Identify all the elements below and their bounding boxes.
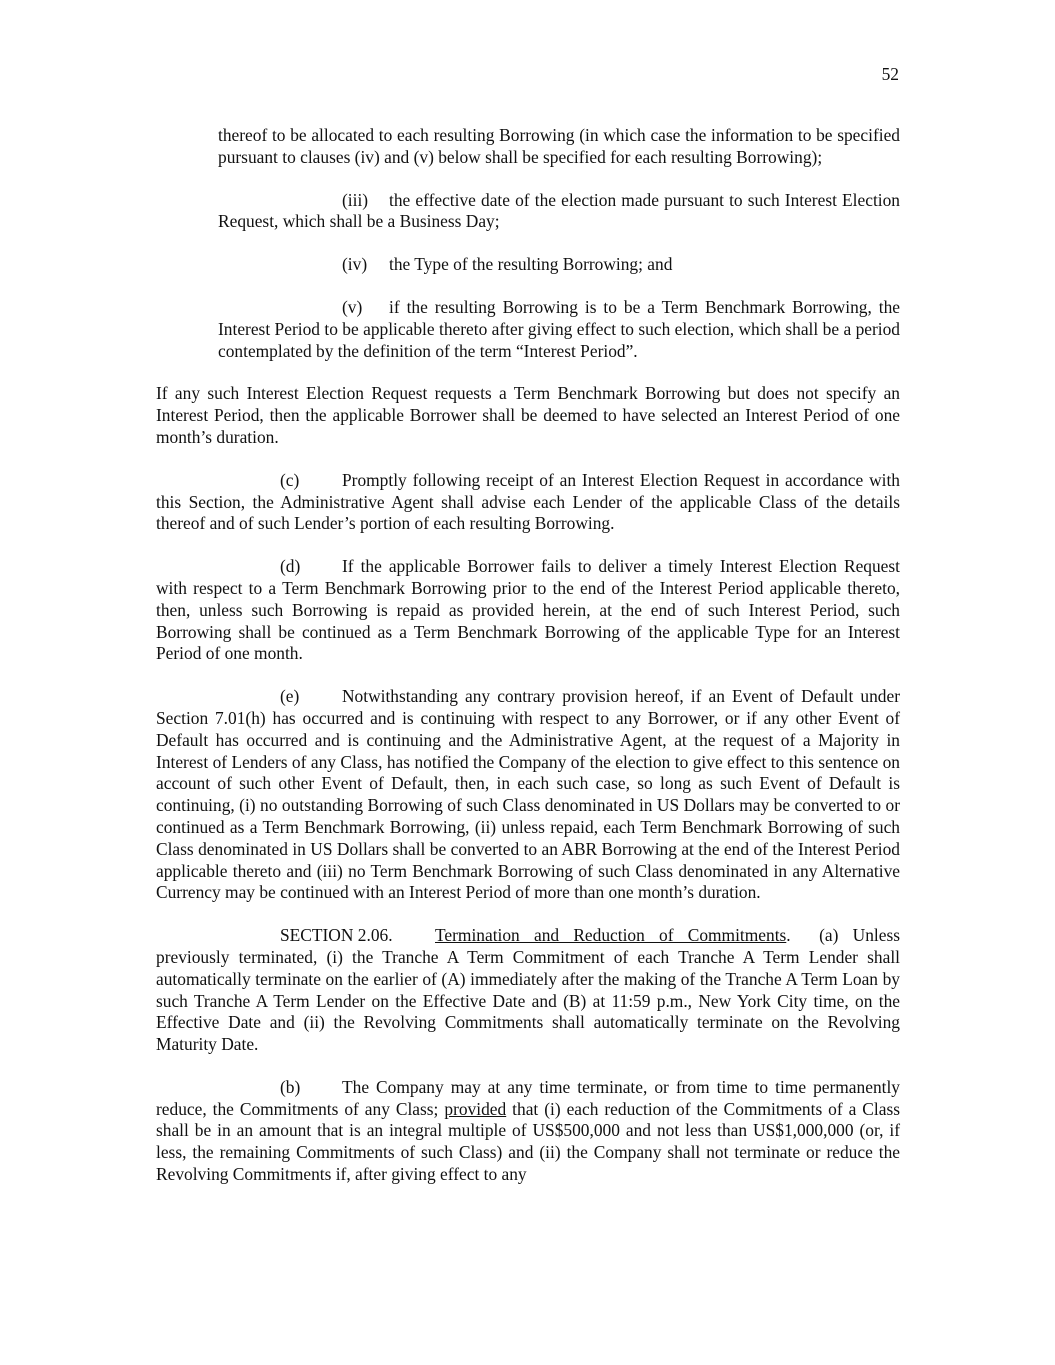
clause-text: If the applicable Borrower fails to deliver a timely Interest Election Request with respect to a Term Benchmark Borrowing prior to the end of the Interest Period applicable thereto, then, unless such Borrowing is repaid as provided herein, at the end of such Interest Period, such Borrowing shall be continued as a Term Benchmark Borrowing of the applicable Type for an Interest Period of one month. — [156, 556, 900, 664]
subclause-label: (iv) — [342, 254, 368, 275]
clause-text: Notwithstanding any contrary provision hereof, if an Event of Default under Section 7.01(h) has occurred and is continuing with respect to any Borrower, or if any other Event of Default has occurred and is continuing and the Administrative Agent, at the request of a Majority in Interest of Lenders of any Class, has notified the Company of the election to give effect to this sentence on account of such other Event of Default, then, in each such case, so long as such Event of Default is continuing, (i) no outstanding Borrowing of such Class denominated in US Dollars may be converted to or continued as a Term Benchmark Borrowing, (ii) unless repaid, each Term Benchmark Borrowing of such Class denominated in US Dollars shall be converted to an ABR Borrowing at the end of the Interest Period applicable thereto and (iii) no Term Benchmark Borrowing of such Class denominated in any Alternative Currency may be continued with an Interest Period of more than one month’s duration. — [156, 686, 900, 903]
section-label: SECTION 2.06. — [280, 925, 393, 946]
section-heading: Termination and Reduction of Commitments — [435, 925, 787, 946]
continuation-paragraph: thereof to be allocated to each resulting Borrowing (in which case the information to be specified pursuant to clauses (iv) and (v) below shall be specified for each resulting Borrowing); — [218, 125, 900, 167]
clause-text-after: that (i) each reduction of the Commitments of a Class shall be in an amount that is an integral multiple of US$500,000 and not less than US$1,000,000 (or, if less, the remaining Commitments of such Class) and (ii) the Company shall not terminate or reduce the Revolving Commitments if, after giving effect to any — [156, 1098, 900, 1185]
clause-label: (e) — [280, 686, 300, 707]
subclause-text: if the resulting Borrowing is to be a Term Benchmark Borrowing, the Interest Period to be applicable thereto after giving effect to such election, which shall be a period contemplated by the definition of the term “Interest Period”. — [218, 296, 900, 361]
section-text: (a) Unless previously terminated, (i) the Tranche A Term Commitment of each Tranche A Term Lender shall automatically terminate on the earlier of (A) immediately after the making of the Tranche A Term Loan by such Tranche A Term Lender on the Effective Date and (B) at 11:59 p.m., New York City time, on the Effective Date and (ii) the Revolving Commitments shall automatically terminate on the Revolving Maturity Date. — [156, 925, 900, 1055]
clause-label: (d) — [280, 556, 301, 577]
subclause-iii — [218, 190, 900, 234]
subclause-iv — [218, 254, 900, 276]
clause-label: (b) — [280, 1076, 301, 1097]
subclause-label: (iii) — [342, 189, 369, 210]
section-heading-punct: . — [786, 925, 791, 946]
interest-period-paragraph: If any such Interest Election Request requests a Term Benchmark Borrowing but does not specify an Interest Period, then the applicable Borrower shall be deemed to have selected an Interest Period of one month’s duration. — [156, 383, 900, 447]
document-body — [156, 125, 900, 1186]
subclause-label: (v) — [342, 296, 363, 317]
clause-e — [156, 686, 900, 904]
subclause-text: the Type of the resulting Borrowing; and — [389, 254, 673, 275]
clause-text-before: The Company may at any time terminate, or from time to time permanently reduce, the Commitments of any Class; — [156, 1076, 900, 1119]
section-2-06 — [156, 925, 900, 1056]
subclause-text: the effective date of the election made pursuant to such Interest Election Request, which shall be a Business Day; — [218, 189, 900, 232]
clause-label: (c) — [280, 469, 300, 490]
clause-c — [156, 470, 900, 535]
clause-d — [156, 556, 900, 665]
clause-text: Promptly following receipt of an Interest Election Request in accordance with this Section, the Administrative Agent shall advise each Lender of the applicable Class of the details thereof and of such Lender’s portion of each resulting Borrowing. — [156, 469, 900, 534]
subclause-v — [218, 297, 900, 362]
provided-term: provided — [444, 1098, 507, 1119]
page-number: 52 — [881, 64, 899, 84]
continuation-block — [218, 125, 900, 169]
clause-b — [156, 1077, 900, 1186]
